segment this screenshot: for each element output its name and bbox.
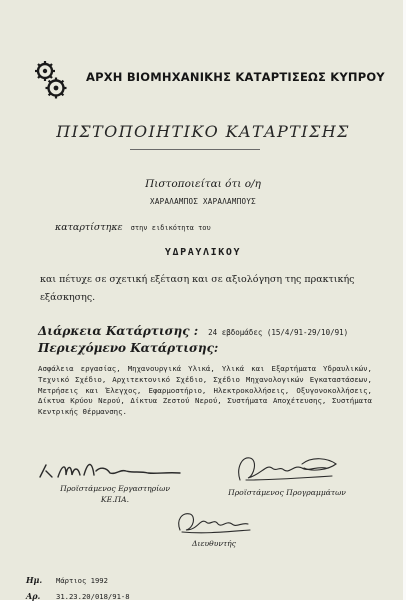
date-label: Ημ. [26, 575, 43, 585]
content-text: Ασφάλεια εργασίας, Μηχανουργικά Υλικά, Υλικά και Εξαρτήματα Υδραυλικών, Τεχνικό Σχέδιο, Αρχιτεκτονικό Σχέδιο, Σχέδιο Μηχανολογικών Εγκαταστάσεων, Μετρήσεις και Έλεγχος, Εφαρμοστήριο, Ηλεκτροκολλήσεις, Οξυγονοκολλήσεις, Δίκτυα Κρύου Νερού, Δίκτυα Ζεστού Νερού, Συστήματα Αποχέτευσης, Συστήματα Κεντρικής Θέρμανσης. [38, 364, 372, 417]
trained-label: καταρτίστηκε [55, 222, 123, 233]
certified-line: Πιστοποιείται ότι ο/η [145, 178, 261, 190]
director-role: Διευθυντής [192, 539, 236, 548]
workshop-head-org: ΚΕ.ΠΑ. [100, 495, 130, 504]
duration-value: 24 εβδομάδες (15/4/91-29/10/91) [208, 328, 349, 337]
content-label: Περιεχόμενο Κατάρτισης: [38, 341, 219, 355]
director-signature [174, 508, 254, 538]
number-value: 31.23.20/018/91-8 [56, 592, 130, 601]
header [30, 58, 385, 102]
passed-text: και πέτυχε σε σχετική εξέταση και σε αξιολόγηση της πρακτικής εξάσκησης. [40, 274, 355, 303]
workshop-head-signature [36, 457, 186, 483]
organization-name: ΑΡΧΗ ΒΙΟΜΗΧΑΝΙΚΗΣ ΚΑΤΑΡΤΙΣΕΩΣ ΚΥΠΡΟΥ [86, 70, 385, 84]
footer-number [26, 584, 130, 603]
title-underline [130, 149, 260, 150]
programmes-head-signature [232, 450, 342, 486]
programmes-head-role: Προϊστάμενος Προγραμμάτων [228, 488, 346, 497]
trained-in-text: στην ειδικότητα του [130, 224, 211, 232]
date-value: Μάρτιος 1992 [56, 576, 108, 585]
trained-line [55, 222, 211, 233]
gears-logo-icon [30, 58, 74, 102]
duration-line [38, 320, 348, 339]
trainee-name: ΧΑΡΑΛΑΜΠΟΣ ΧΑΡΑΛΑΜΠΟΥΣ [150, 197, 256, 206]
number-label: Αρ. [26, 591, 41, 601]
certificate-title: ΠΙΣΤΟΠΟΙΗΤΙΚΟ ΚΑΤΑΡΤΙΣΗΣ [56, 122, 350, 141]
workshop-head-role: Προϊστάμενος Εργαστηρίων [60, 484, 170, 493]
specialty: ΥΔΡΑΥΛΙΚΟΥ [164, 247, 242, 258]
duration-label: Διάρκεια Κατάρτισης : [38, 324, 199, 338]
